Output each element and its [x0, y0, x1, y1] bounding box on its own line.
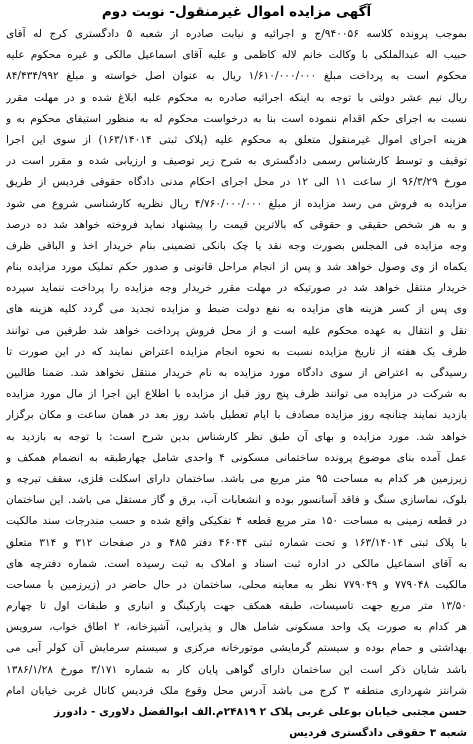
notice-line: بازدید نمایند چنانچه روز مزایده مصادف با ایام تعطیل باشد روز بعد در همان ساعت و مکان برگزار — [6, 409, 467, 422]
notice-line: هزینه اجرای اموال غیرمنقول متعلق به محکوم علیه (پلاک ثبتی ۱۶۳/۱۴۰۱۴) از سوی این اجرا — [6, 133, 467, 146]
notice-signature-line: حسن مجتبی خیابان بوعلی غربی پلاک ۲ ۲۴۸۱۹م.الف ابوالفضل دلاوری - دادورز — [54, 706, 467, 718]
notice-line: به شرکت در مزایده می توانند ظرف پنج روز قبل از مزایده با اطلاع این اجرا از مال مورد مزایده — [6, 388, 467, 401]
notice-line: ۱۳/۵۰ متر مربع جهت تاسیسات، طبقه همکف جهت پارکینگ و انباری و طبقات اول تا چهارم — [6, 600, 467, 613]
notice-line: شرانتز شهرداری منطقه ۳ کرج می باشد آدرس محل وقوع ملک فردیس کانال غربی خیابان امام — [6, 684, 467, 697]
notice-line: مزایده به فروش می رسد مزایده از مبلغ ۴/۷۶۰/۰۰۰/۰۰۰ ریال نظریه کارشناسی شروع می شود — [6, 197, 467, 210]
notice-line: باشد شایان ذکر است این ساختمان دارای گواهی پایان کار به شماره ۳/۱۷۱ مورخ ۱۳۸۶/۱/۲۸ — [6, 663, 467, 676]
notice-line: با پلاک ثبتی ۱۶۳/۱۴۰۱۴ و تحت شماره ثبتی ۴۶۰۴۴ دفتر ۴۸۵ و در صفحات ۳۱۲ و ۳۱۴ متعلق — [6, 536, 467, 549]
notice-line: محکوم است به پرداخت مبلغ ۱/۶۱۰/۰۰۰/۰۰۰ ریال به عنوان اصل خواسته و مبلغ ۸۴/۴۳۴/۹۹۲ — [6, 70, 467, 83]
notice-line: وی پس از کسر هزینه های مزایده به نفع دولت ضبط و مزایده تجدید می گردد کلیه هزینه های — [6, 303, 467, 316]
notice-line: به آقای اسماعیل مالکی در اداره ثبت اسناد و املاک به ثبت رسیده است. شماره دفترچه های — [6, 557, 467, 570]
notice-body — [6, 24, 467, 744]
notice-line: رسیدگی به اعتراض از سوی دادگاه مورد مزایده به نام خریدار منتقل نخواهد شد. ضمنا طالبین — [6, 367, 467, 379]
notice-line: و به هر شخص حقیقی و حقوقی که بالاترین قیمت را پیشنهاد نماید فروخته خواهد شد ده درصد — [6, 218, 467, 231]
notice-line: ظرف یک هفته از تاریخ مزایده نسبت به نحوه انجام مزایده اعتراض نمایند که در این صورت تا — [6, 345, 467, 358]
notice-line: ریال نیم عشر دولتی با توجه به اینکه اجرائیه صادره به محکوم علیه ابلاغ شده و در مهلت مقرر — [6, 91, 467, 104]
notice-line: مالکیت ۷۷۹۰۴۸ و ۷۷۹۰۴۹ نظر به معاینه محلی، ساختمان در حال حاضر در (زیرزمین با مساحت — [6, 578, 467, 591]
notice-line: بهداشتی و حمام بوده و سیستم گرمایشی موتورخانه مرکزی و سیستم سرمایش آن کولر آبی می — [6, 642, 467, 655]
notice-line: خریدار منتقل خواهد شد در صورتیکه در مهلت مقرر خریدار وجه مزایده را پرداخت ننماید سپرده — [6, 282, 467, 295]
notice-line: یکماه از وی وصول خواهد شد و پس از انجام مراحل قانونی و صدور حکم تملیک مورد مزایده بنام — [6, 261, 467, 274]
notice-signature-line: شعبه ۳ حقوقی دادگستری فردیس — [289, 727, 467, 740]
notice-line: توقیف و توسط کارشناس رسمی دادگستری به شرح زیر توصیف و ارزیابی شده و مقرر است در — [6, 155, 467, 168]
notice-line: بلوک، نماسازی سنگ و فاقد آسانسور بوده و انشعابات آب، برق و گاز مستقل می باشد. این ساختمان — [6, 494, 467, 507]
notice-line: بموجب پرونده کلاسه ۹۴۰۰۵۶/ج و اجرائیه و نیابت صادره از شعبه ۵ دادگستری کرج له آقای — [6, 28, 467, 40]
notice-line: نسبت به اجرای حکم اقدام ننموده است بنا به درخواست محکوم له به منظور استیفای محکوم به و — [6, 112, 467, 125]
notice-line: در قطعه زمینی به مساحت ۱۵۰ متر مربع قطعه ۴ تفکیکی واقع شده و حسب مندرجات سند مالکیت — [6, 515, 467, 528]
notice-title: آگهی مزایده اموال غیرمنقول- نوبت دوم — [101, 4, 372, 20]
notice-line: هر کدام به صورت یک واحد مسکونی شامل هال و پذیرایی، آشپزخانه، ۲ اطاق خواب، سرویس — [6, 621, 467, 634]
notice-line: حبیب اله عبدالملکی با وکالت خانم لاله کاظمی و علیه آقای اسماعیل مالکی و غیره محکوم علیه — [6, 49, 467, 62]
notice-line: مورخ ۹۶/۳/۲۹ از ساعت ۱۱ الی ۱۲ در محل اجرای احکام مدنی دادگاه حقوقی فردیس از طریق — [6, 176, 467, 189]
notice-line: خواهد شد. مورد مزایده و بهای آن طبق نظر کارشناس بدین شرح است: با توجه به بازدید به — [6, 430, 467, 443]
notice-line: وجه مزایده فی المجلس بصورت وجه نقد یا چک بانکی تضمینی بنام خریدار اخذ و الباقی ظرف — [6, 239, 467, 252]
notice-line: نقل و انتقال به عهده محکوم علیه است و از محل فروش پرداخت خواهد شد طرفین می توانند — [6, 324, 467, 337]
notice-line: زیرزمین هر کدام به مساحت ۹۵ متر مربع می باشد. ساختمان دارای اسکلت فلزی، سقف تیرچه و — [6, 472, 467, 485]
notice-line: عمل آمده بنای موضوع پرونده ساختمانی مسکونی ۴ واحدی شامل چهارطبقه به انضمام همکف و — [6, 451, 467, 464]
